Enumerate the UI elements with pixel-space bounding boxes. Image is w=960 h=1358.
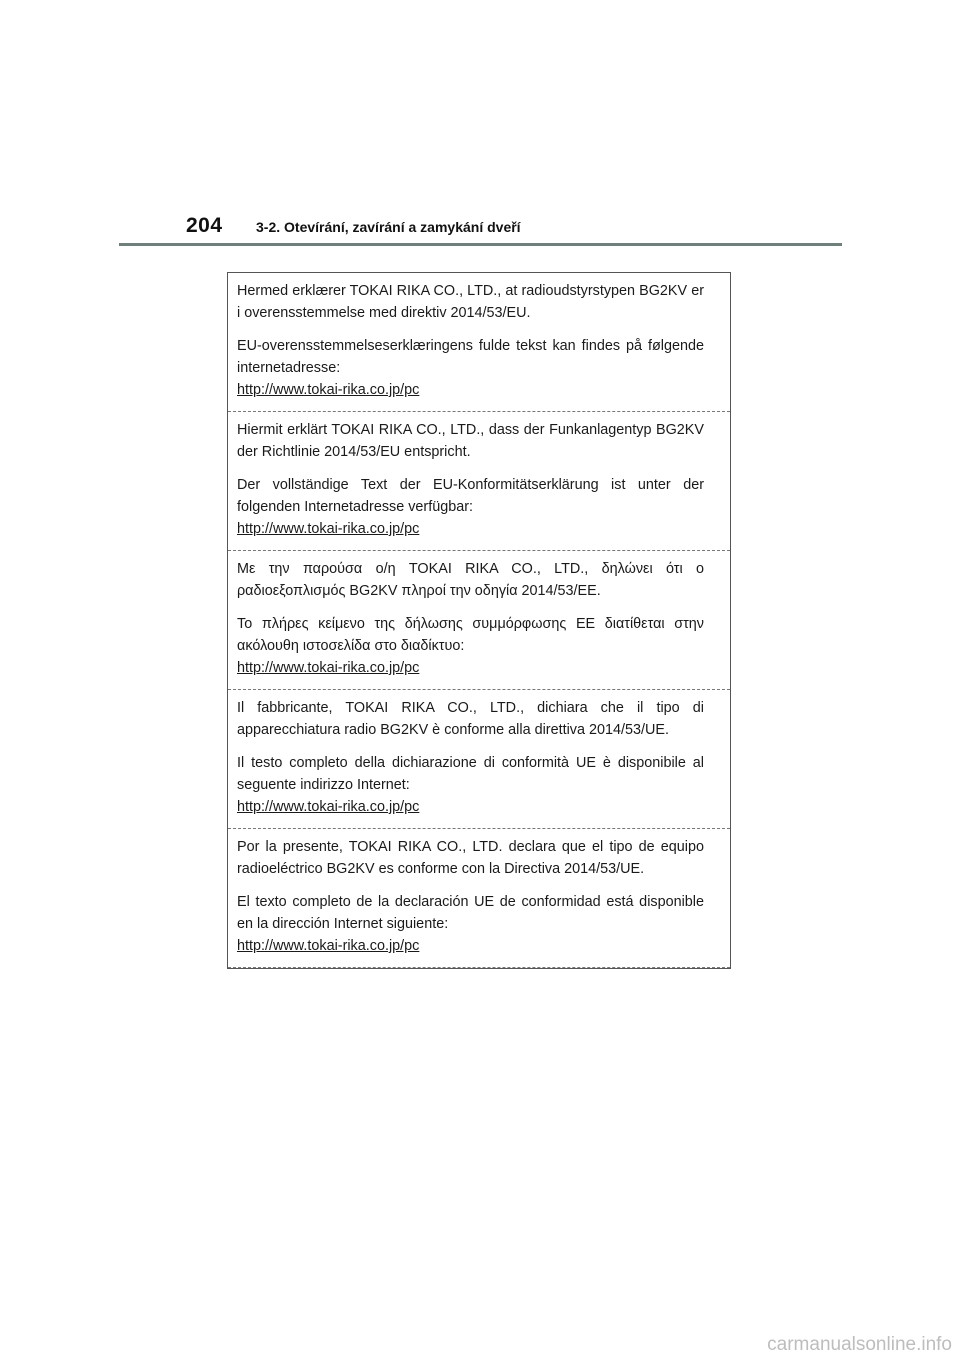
declaration-statement: Hermed erklærer TOKAI RIKA CO., LTD., at radioudstyrstypen BG2KV er i overensstemmelse med direktiv 2014/53/EU.: [237, 283, 704, 321]
header-divider: [119, 243, 842, 246]
declaration-link[interactable]: http://www.tokai-rika.co.jp/pc: [237, 938, 420, 954]
declaration-availability-text: Il testo completo della dichiarazione di conformità UE è disponibile al seguente indirizzo Internet:: [237, 755, 704, 793]
declaration-availability-text: Το πλήρες κείμενο της δήλωσης συμμόρφωσης ΕΕ διατίθεται στην ακόλουθη ιστοσελίδα στο διαδίκτυο:: [237, 616, 704, 654]
page-header: [0, 0, 960, 250]
declaration-availability: [237, 891, 704, 957]
declaration-statement: Il fabbricante, TOKAI RIKA CO., LTD., dichiara che il tipo di apparecchiatura radio BG2KV è conforme alla direttiva 2014/53/UE.: [237, 700, 704, 738]
declaration-link[interactable]: http://www.tokai-rika.co.jp/pc: [237, 382, 420, 398]
declaration-availability: [237, 613, 704, 679]
declaration-availability-text: El texto completo de la declaración UE de conformidad está disponible en la dirección Internet siguiente:: [237, 894, 704, 932]
declaration-statement: Hiermit erklärt TOKAI RIKA CO., LTD., dass der Funkanlagentyp BG2KV der Richtlinie 2014/53/EU entspricht.: [237, 422, 704, 460]
watermark-text: carmanualsonline.info: [767, 1334, 952, 1355]
declaration-block-es: [228, 829, 730, 968]
declaration-statement: Με την παρούσα ο/η TOKAI RIKA CO., LTD., δηλώνει ότι ο ραδιοεξοπλισμός BG2KV πληροί την οδηγία 2014/53/ΕΕ.: [237, 561, 704, 599]
declaration-block-da: [228, 273, 730, 412]
page-number: 204: [186, 214, 223, 237]
declaration-availability: [237, 474, 704, 540]
declaration-statement: Por la presente, TOKAI RIKA CO., LTD. declara que el tipo de equipo radioeléctrico BG2KV es conforme con la Directiva 2014/53/UE.: [237, 839, 704, 877]
declaration-box: [227, 272, 731, 969]
declaration-link[interactable]: http://www.tokai-rika.co.jp/pc: [237, 660, 420, 676]
declaration-block-it: [228, 690, 730, 829]
declaration-availability-text: EU-overensstemmelseserklæringens fulde tekst kan findes på følgende internetadresse:: [237, 338, 704, 376]
declaration-link[interactable]: http://www.tokai-rika.co.jp/pc: [237, 521, 420, 537]
section-title: 3-2. Otevírání, zavírání a zamykání dveří: [256, 219, 521, 235]
declaration-availability: [237, 335, 704, 401]
declaration-block-el: [228, 551, 730, 690]
declaration-availability: [237, 752, 704, 818]
declaration-availability-text: Der vollständige Text der EU-Konformitätserklärung ist unter der folgenden Internetadresse verfügbar:: [237, 477, 704, 515]
declaration-block-de: [228, 412, 730, 551]
declaration-link[interactable]: http://www.tokai-rika.co.jp/pc: [237, 799, 420, 815]
